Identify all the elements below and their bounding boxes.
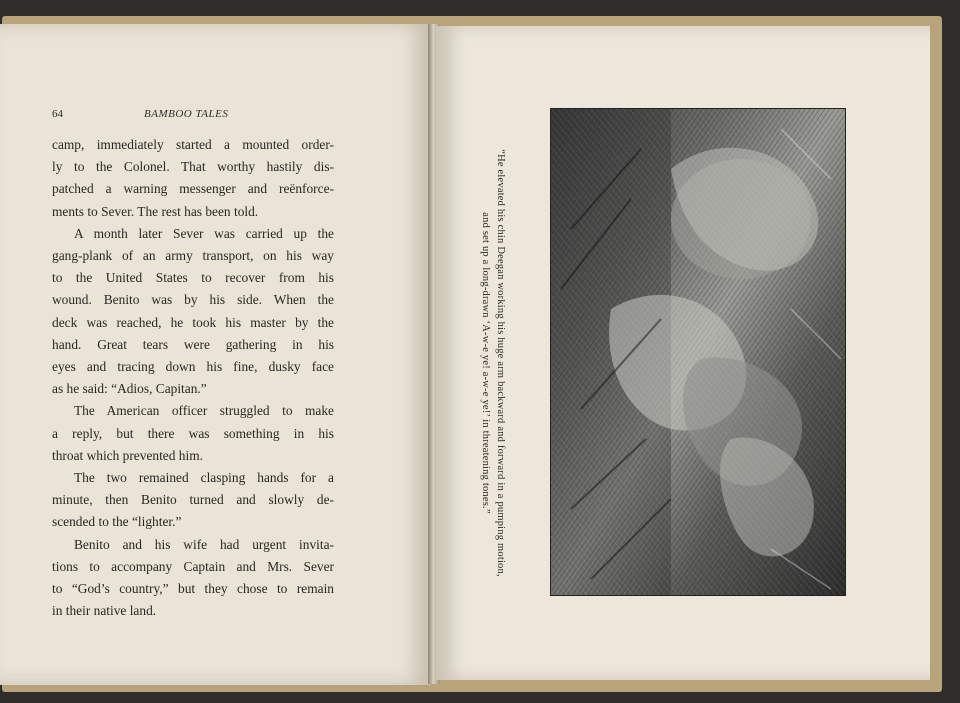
body-text <box>52 134 334 622</box>
text-line: to the United States to recover from his <box>52 270 334 286</box>
text-line: hand. Great tears were gathering in his <box>52 336 334 352</box>
text-line: to “God’s country,” but they chose to remain <box>52 581 334 597</box>
illustration <box>550 108 846 596</box>
text-line: patched a warning messenger and reënforce- <box>52 181 334 197</box>
text-line: eyes and tracing down his fine, dusky face <box>52 359 334 375</box>
text-line: a reply, but there was something in his <box>52 425 334 441</box>
text-line: in their native land. <box>52 603 157 619</box>
text-line: The American officer struggled to make <box>74 403 334 419</box>
text-line: scended to the “lighter.” <box>52 514 182 530</box>
illustration-engraving <box>551 109 845 595</box>
caption-line: “He elevated his chin Deegan working his huge arm backward and forward in a pumping motion, <box>495 149 506 577</box>
text-line: as he said: “Adios, Capitan.” <box>52 381 207 397</box>
text-line: camp, immediately started a mounted order- <box>52 137 334 152</box>
text-line: throat which prevented him. <box>52 447 203 463</box>
text-line: A month later Sever was carried up the <box>74 225 334 241</box>
text-line: Benito and his wife had urgent invita- <box>74 536 334 552</box>
page-number: 64 <box>52 108 63 120</box>
text-line: deck was reached, he took his master by the <box>52 314 334 330</box>
running-head: BAMBOO TALES <box>144 108 229 120</box>
text-line: wound. Benito was by his side. When the <box>52 292 334 308</box>
text-line: tions to accompany Captain and Mrs. Sever <box>52 558 334 574</box>
caption-line: and set up a long-drawn ‘A-w-e ye! a-w-e ye!’ in threatening tones.” <box>480 212 491 514</box>
text-line: ments to Sever. The rest has been told. <box>52 203 259 219</box>
text-line: ly to the Colonel. That worthy hastily dis- <box>52 159 334 175</box>
page-header <box>52 108 352 126</box>
illustration-caption <box>468 148 508 578</box>
text-line: gang-plank of an army transport, on his way <box>52 248 334 264</box>
text-line: minute, then Benito turned and slowly de- <box>52 492 334 508</box>
text-line: The two remained clasping hands for a <box>74 470 334 486</box>
